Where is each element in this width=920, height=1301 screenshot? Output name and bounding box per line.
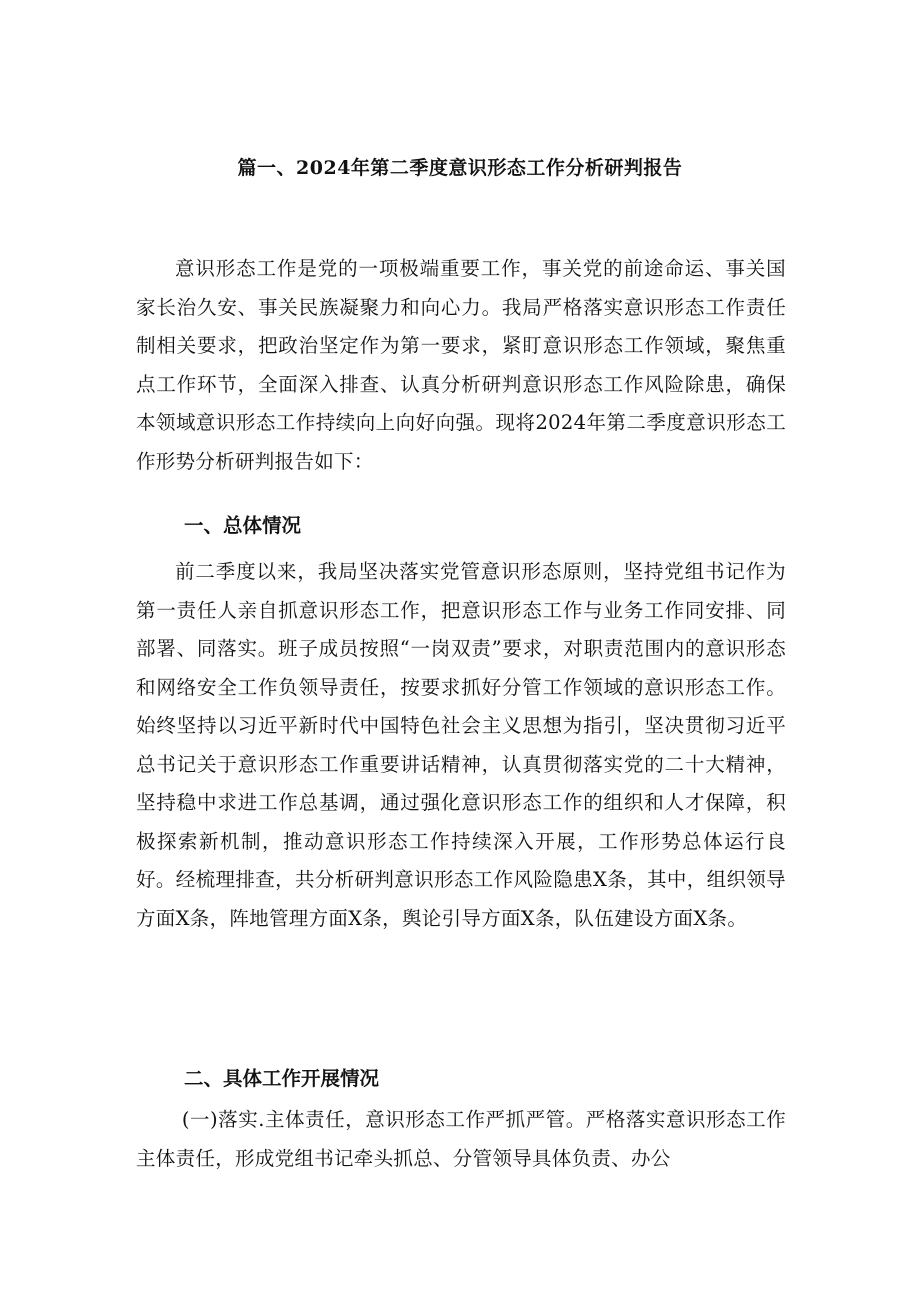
section-1-heading: 一、总体情况 <box>184 514 302 537</box>
section-2-paragraph: (一)落实.主体责任，意识形态工作严抓严管。严格落实意识形态工作主体责任，形成党组书记牵头抓总、分管领导具体负责、办公 <box>136 1108 786 1170</box>
section-1-block <box>136 553 786 938</box>
section-1-paragraph: 前二季度以来，我局坚决落实党管意识形态原则，坚持党组书记作为第一责任人亲自抓意识形态工作，把意识形态工作与业务工作同安排、同部署、同落实。班子成员按照“一岗双责”要求，对职责范围内的意识形态和网络安全工作负领导责任，按要求抓好分管工作领域的意识形态工作。始终坚持以习近平新时代中国特色社会主义思想为指引，坚决贯彻习近平总书记关于意识形态工作重要讲话精神，认真贯彻落实党的二十大精神，坚持稳中求进工作总基调，通过强化意识形态工作的组织和人才保障，积极探索新机制，推动意识形态工作持续深入开展，工作形势总体运行良好。经梳理排查，共分析研判意识形态工作风险隐患X条，其中，组织领导方面X条，阵地管理方面X条，舆论引导方面X条，队伍建设方面X条。 <box>136 560 786 930</box>
document-title: 篇一、2024年第二季度意识形态工作分析研判报告 <box>237 157 683 179</box>
section-2-heading: 二、具体工作开展情况 <box>184 1067 380 1090</box>
intro-paragraph: 意识形态工作是党的一项极端重要工作，事关党的前途命运、事关国家长治久安、事关民族凝聚力和向心力。我局严格落实意识形态工作责任制相关要求，把政治坚定作为第一要求，紧盯意识形态工作领域，聚焦重点工作环节，全面深入排查、认真分析研判意识形态工作风险除患，确保本领域意识形态工作持续向上向好向强。现将2024年第二季度意识形态工作形势分析研判报告如下： <box>136 257 786 473</box>
section-2-block <box>136 1101 786 1178</box>
intro-block <box>136 250 786 481</box>
